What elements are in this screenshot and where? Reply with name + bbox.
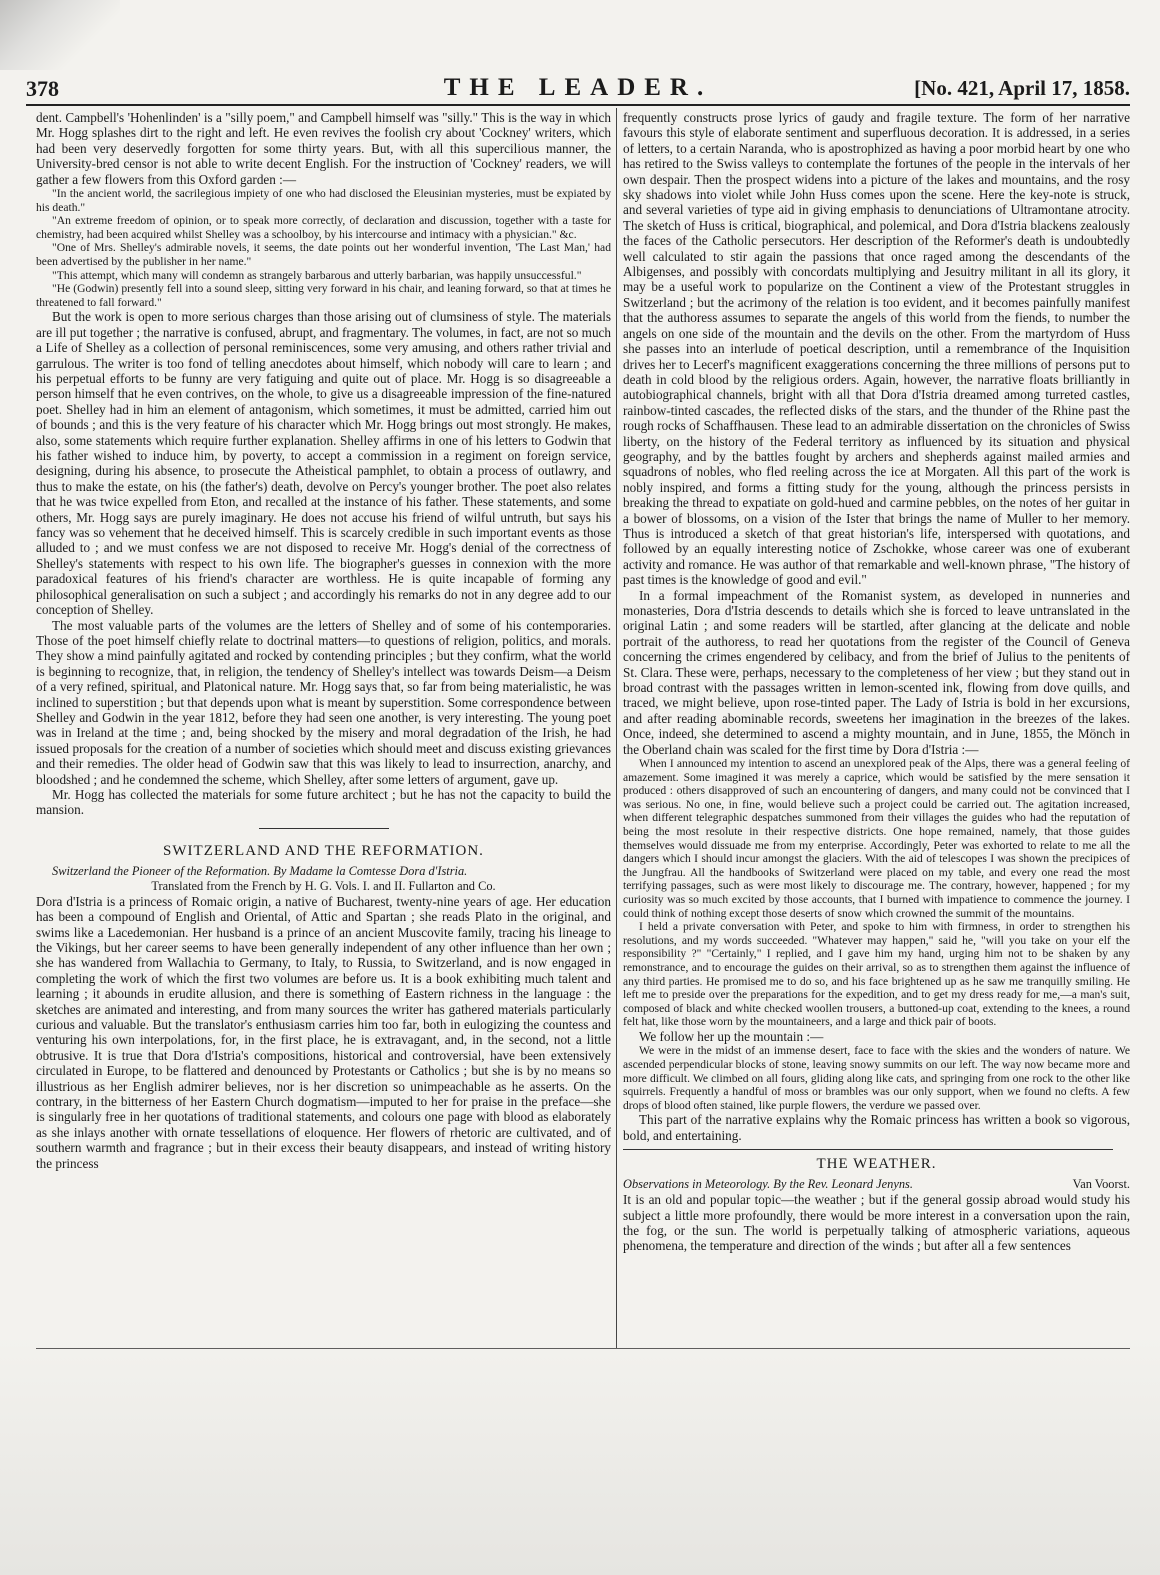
review-paragraph: We follow her up the mountain :— [639, 1028, 824, 1044]
quotation: "In the ancient world, the sacrilegious impiety of one who had disclosed the Eleusinian mysteries, must be expiated by his death." [36, 187, 611, 214]
review-paragraph: This part of the narrative explains why the Romaic princess has written a book so vigorous, bold, and entertaining. [623, 1112, 1130, 1143]
header-rule [26, 104, 1130, 106]
review-paragraph: In a formal impeachment of the Romanist system, as developed in nunneries and monasteries, Dora d'Istria descends to details which she is forced to leave untranslated in the original Latin ; and some readers will be startled, after glancing at the delicate and noble portrait of the authoress, to read her quotations from the register of the Council of Geneva concerning the crimes engendered by celibacy, and from the brief of Julius to the penitents of St. Clara. These were, perhaps, necessary to the completeness of her view ; but they stand out in broad contrast with the passages written in lemon-scented ink, flowing from dove quills, and traced, we might believe, upon rose-tinted paper. The Lady of Istria is bold in her excursions, and after reading abominable records, sweetens her imagination in the breezes of the lakes. Once, indeed, she determined to ascend a mighty mountain, and in June, 1855, the Mönch in the Oberland chain was scaled for the first time by Dora d'Istria :— [623, 587, 1130, 757]
review-paragraph: Dora d'Istria is a princess of Romaic origin, a native of Bucharest, twenty-nine years of age. Her education has been a compound of English and Oriental, of Attic and Spartan ; she reads Plato in the original, and swims like a Lacedemonian. Her husband is a prince of an ancient Muscovite family, tracing his lineage to the Vikings, but her career seems to have been generally independent of any other influence than her own ; she has wandered from Wallachia to Germany, to Italy, to Russia, to Switzerland, and is now engaged in completing the work of which the first two volumes are before us. It is a book exhibiting much talent and learning ; it abounds in erudite allusion, and there is something of Eastern richness in the language : the sketches are animated and interesting, and from many sources the writer has gathered materials particularly curious and valuable. But the translator's enthusiasm carries him too far, both in eulogizing the countess and venturing his own interpolations, for, in the first place, he is extravagant, and, in the second, not a little obtrusive. It is true that Dora d'Istria's compositions, historical and controversial, have been extensively circulated in Europe, to be flattered and denounced by Protestants or Catholics ; but she is by no means so illustrious as her English admirer believes, nor is her discretion so unimpeachable as he asserts. On the contrary, in the bitterness of her Eastern Church dogmatism—imputed to her for praise in the preface—she is singularly free in her quotations of traditional statements, and colours one page with blood as elaborately as she inlays another with ornate tessellations of eloquence. Her flowers of rhetoric are cultivated, and of southern warmth and fragrance ; but in their excess their beauty disappears, and instead of writing history the princess [36, 893, 611, 1171]
issue-date: [No. 421, April 17, 1858. [914, 76, 1130, 100]
quotation: I held a private conversation with Peter, and spoke to him with firmness, in order to strengthen his resolutions, and my words succeeded. "Whatever may happen," said he, "will you take on your elf the responsibility ?" "Certainly," I replied, and I gave him my hand, urging him not to be shaken by any remonstrance, and to encourage the guides on their arrival, so as to strengthen them against the influence of any third parties. He promised me to do so, and his face brightened up as he saw me tranquilly smiling. He left me to preside over the preparations for the expedition, and to get my dress ready for me,—a man's suit, composed of black and white checked woollen trousers, a buttoned-up coat, extending to the knees, a round felt hat, like those worn by the mountaineers, and a large and thick pair of boots. [623, 920, 1130, 1029]
section-rule [259, 828, 389, 829]
column-divider [616, 108, 617, 1348]
review-paragraph: frequently constructs prose lyrics of gaudy and fragile texture. The form of her narrative favours this style of elaborate sentiment and superfluous decoration. It is addressed, in a series of letters, to a certain Naranda, who is apostrophized as having a poor morbid heart by one who has retired to the Swiss valleys to contemplate the fortunes of the people in the intervals of her own despair. Then the prospect widens into a picture of the lakes and mountains, and the rosy sky shadows into violet while John Huss comes upon the scene. Here the key-note is struck, and several varieties of type aid in giving emphasis to denunciations of Ultramontane atrocity. The sketch of Huss is critical, biographical, and polemical, and Dora d'Istria blackens zealously the faces of the Catholic persecutors. Her description of the Reformer's death is undoubtedly well calculated to stir again the passions that once raged among the descendants of the Albigenses, and possibly with concordats multiplying and Jesuitry militant in all its glory, it may be a useful work to popularize on the Continent a view of the Protestant struggles in Switzerland ; but the acrimony of the relation is too evident, and it becomes painfully manifest that the authoress assumes to separate the angels of this world from the fiends, to number the angels on one side of the mountain and the devils on the other. From the martyrdom of Huss she passes into an interlude of poetical description, until a remembrance of the Inquisition drives her to Lecerf's magnificent exaggerations concerning the three millions of persons put to death in cold blood by the religious orders. Again, however, the narrative floats brilliantly in autobiographical channels, bright with all that Dora d'Istria dreamed among turreted castles, rainbow-tinted cascades, the reflected disks of the stars, and the thunder of the Rhine past the rough rocks of Schaffhausen. These lead to an admirable dissertation on the chronicles of Swiss liberty, on the history of the Federal territory as influenced by its situation and physical geography, and by the battles fought by archers and shepherds against mailed armies and squadrons of nobles, who fled reeling across the ice at Morgaten. All this part of the work is nobly inspired, and forms a fitting study for the young, although the princess persists in breaking the thread to expatiate on gold-hued and carmine pebbles, on the notes of her guitar in a bower of blossoms, on a vision of the Ister that brings the name of Muller to her memory. Thus is introduced a sketch of that great historian's life, interspersed with quotations, and followed by an equally interesting notice of Zschokke, whose career was one of exuberant activity and romance. He was author of that remarkable and well-known phrase, "The history of past times is the knowledge of good and evil." [623, 110, 1130, 588]
left-column [36, 110, 611, 1171]
quotation: "An extreme freedom of opinion, or to speak more correctly, of declaration and discussion, together with a taste for chemistry, had been acquired whilst Shelley was a schoolboy, by his intercourse and intimacy with a physician." &c. [36, 214, 611, 241]
article-heading: SWITZERLAND AND THE REFORMATION. [163, 842, 484, 859]
review-paragraph: Mr. Hogg has collected the materials for some future architect ; but he has not the capacity to build the mansion. [36, 786, 611, 818]
quotation: "He (Godwin) presently fell into a sound sleep, sitting very forward in his chair, and leaning forward, so that at times he threatened to fall forward." [36, 282, 611, 309]
review-paragraph: But the work is open to more serious charges than those arising out of clumsiness of style. The materials are ill put together ; the narrative is confused, abrupt, and fragmentary. The volumes, in fact, are not so much a Life of Shelley as a collection of personal reminiscences, some very amusing, and others rather trivial and garrulous. The writer is too fond of telling anecdotes about himself, which nobody will care to learn ; and his perpetual efforts to be funny are very fatiguing and quite out of place. Mr. Hogg is so disagreeable a person himself that he even contrives, on the whole, to give us a disagreeable impression of the fine-natured poet. Shelley had in him an element of antagonism, which sometimes, it must be admitted, carried him out of bounds ; and this is the very feature of his character which Mr. Hogg brings out most strongly. He makes, also, some statements which require further explanation. Shelley affirms in one of his letters to Godwin that his father wished to induce him, by poverty, to accept a commission in a regiment on foreign service, designing, during his absence, to prosecute the Atheistical pamphlet, to obtain a process of outlawry, and thus to make the estate, on his (the father's) death, devolve on Percy's younger brother. The poet also relates that he was twice expelled from Eton, and recalled at the instance of his father. These statements, and some others, Mr. Hogg says are purely imaginary. He does not accuse his friend of wilful untruth, but says his fancy was so vehement that he deceived himself. This is scarcely credible in such important events as those alluded to ; and we must confess we are not disposed to receive Mr. Hogg's denial of the correctness of Shelley's statements with respect to his own life. The biographer's guesses in connexion with the more paradoxical features of his friend's character are worthless. He is quite incapable of forming any philosophical generalisation on such a subject ; and accordingly his remarks do not in any degree add to our conception of Shelley. [36, 309, 611, 618]
book-publisher-line: Translated from the French by H. G. Vols. I. and II. Fullarton and Co. [151, 878, 496, 893]
scan-artifact-bottom [0, 1335, 1160, 1575]
quotation: When I announced my intention to ascend an unexplored peak of the Alps, there was a general feeling of amazement. Some imagined it was merely a caprice, which would be satisfied by the mere sensation it produced : others disapproved of such an encountering of dangers, and many could not be convinced that I was serious. No one, in fine, would believe such a project could be carried out. The agitation increased, when different telegraphic despatches summoned from their villages the guides who had the reputation of being the most resolute in their respective districts. One hope remained, namely, that those guides themselves would dissuade me from my enterprise. Accordingly, Peter was exhorted to relate to me all the dangers which I should incur amongst the glaciers. With the aid of telescopes I was shown the precipices of the Jungfrau. All the handbooks of Switzerland were placed on my table, and every one read the most terrifying passages, such as were most likely to discourage me. The contrary, however, happened ; for my curiosity was so much excited by those accounts, that I burned with impatience to commence the journey. I could think of nothing except those deserts of snow which crowned the summit of the mountains. [623, 757, 1130, 920]
scan-artifact-corner [0, 0, 120, 70]
article-heading: THE WEATHER. [816, 1156, 937, 1173]
book-title-line: Switzerland the Pioneer of the Reformation. By Madame la Comtesse Dora d'Istria. [52, 863, 468, 878]
book-title-line [623, 1177, 1130, 1192]
book-title: Observations in Meteorology. By the Rev. Leonard Jenyns. [623, 1177, 913, 1192]
page-number: 378 [26, 76, 59, 101]
section-rule [623, 1149, 1113, 1150]
quotation: "This attempt, which many will condemn as strangely barbarous and utterly barbarian, was happily unsuccessful." [52, 268, 582, 282]
quotation: We were in the midst of an immense desert, face to face with the skies and the wonders of nature. We ascended perpendicular blocks of stone, leaving snowy summits on our left. The way now became more and more difficult. We climbed on all fours, gliding along like cats, and springing from one rock to the other like squirrels. Frequently a handful of moss or brambles was our only support, when we found no clefts. A few drops of blood often stained, like purple flowers, the verdure we passed over. [623, 1044, 1130, 1112]
review-paragraph: The most valuable parts of the volumes are the letters of Shelley and of some of his contemporaries. Those of the poet himself chiefly relate to doctrinal matters—to questions of religion, politics, and morals. They show a mind painfully agitated and rocked by contending principles ; but they confirm, what the world is beginning to recognize, that, in religion, the tendency of Shelley's intellect was towards Deism—a Deism of a very refined, spiritual, and Platonical nature. Mr. Hogg says that, so far from being materialistic, he was inclined to superstition ; but that depends upon what is meant by superstition. Some correspondence between Shelley and Godwin in the year 1812, before they had seen one another, is very interesting. The young poet was in Ireland at the time ; and, being shocked by the misery and moral degradation of the Irish, he had issued proposals for the creation of a number of societies which should meet and discuss existing grievances and their remedies. The older head of Godwin saw that this was likely to lead to insurrection, anarchy, and bloodshed ; and he condemned the scheme, which Shelley, after some letters of argument, gave up. [36, 617, 612, 787]
review-paragraph: It is an old and popular topic—the weather ; but if the general gossip abroad would study his subject a little more profoundly, there would be more interest in a conversation upon the rain, the fog, or the sun. The world is perpetually talking of atmospheric variations, aqueous phenomena, the temperature and direction of the winds ; but after all a few sentences [623, 1192, 1130, 1254]
right-column [623, 110, 1130, 1254]
masthead [26, 74, 1130, 102]
newspaper-title: THE LEADER. [443, 74, 713, 101]
book-publisher: Van Voorst. [1072, 1177, 1130, 1192]
review-paragraph: dent. Campbell's 'Hohenlinden' is a "silly poem," and Campbell himself was "silly." This is the way in which Mr. Hogg splashes dirt to the right and left. He even revives the foolish cry about 'Cockney' writers, which had been very deservedly forgotten for some thirty years. But, with all this supercilious manner, the University-bred censor is not able to write decent English. For the instruction of 'Cockney' readers, we will gather a few flowers from this Oxford garden :— [36, 110, 611, 187]
quotation: "One of Mrs. Shelley's admirable novels, it seems, the date points out her wonderful invention, 'The Last Man,' had been advertised by the publisher in her name." [36, 241, 611, 268]
